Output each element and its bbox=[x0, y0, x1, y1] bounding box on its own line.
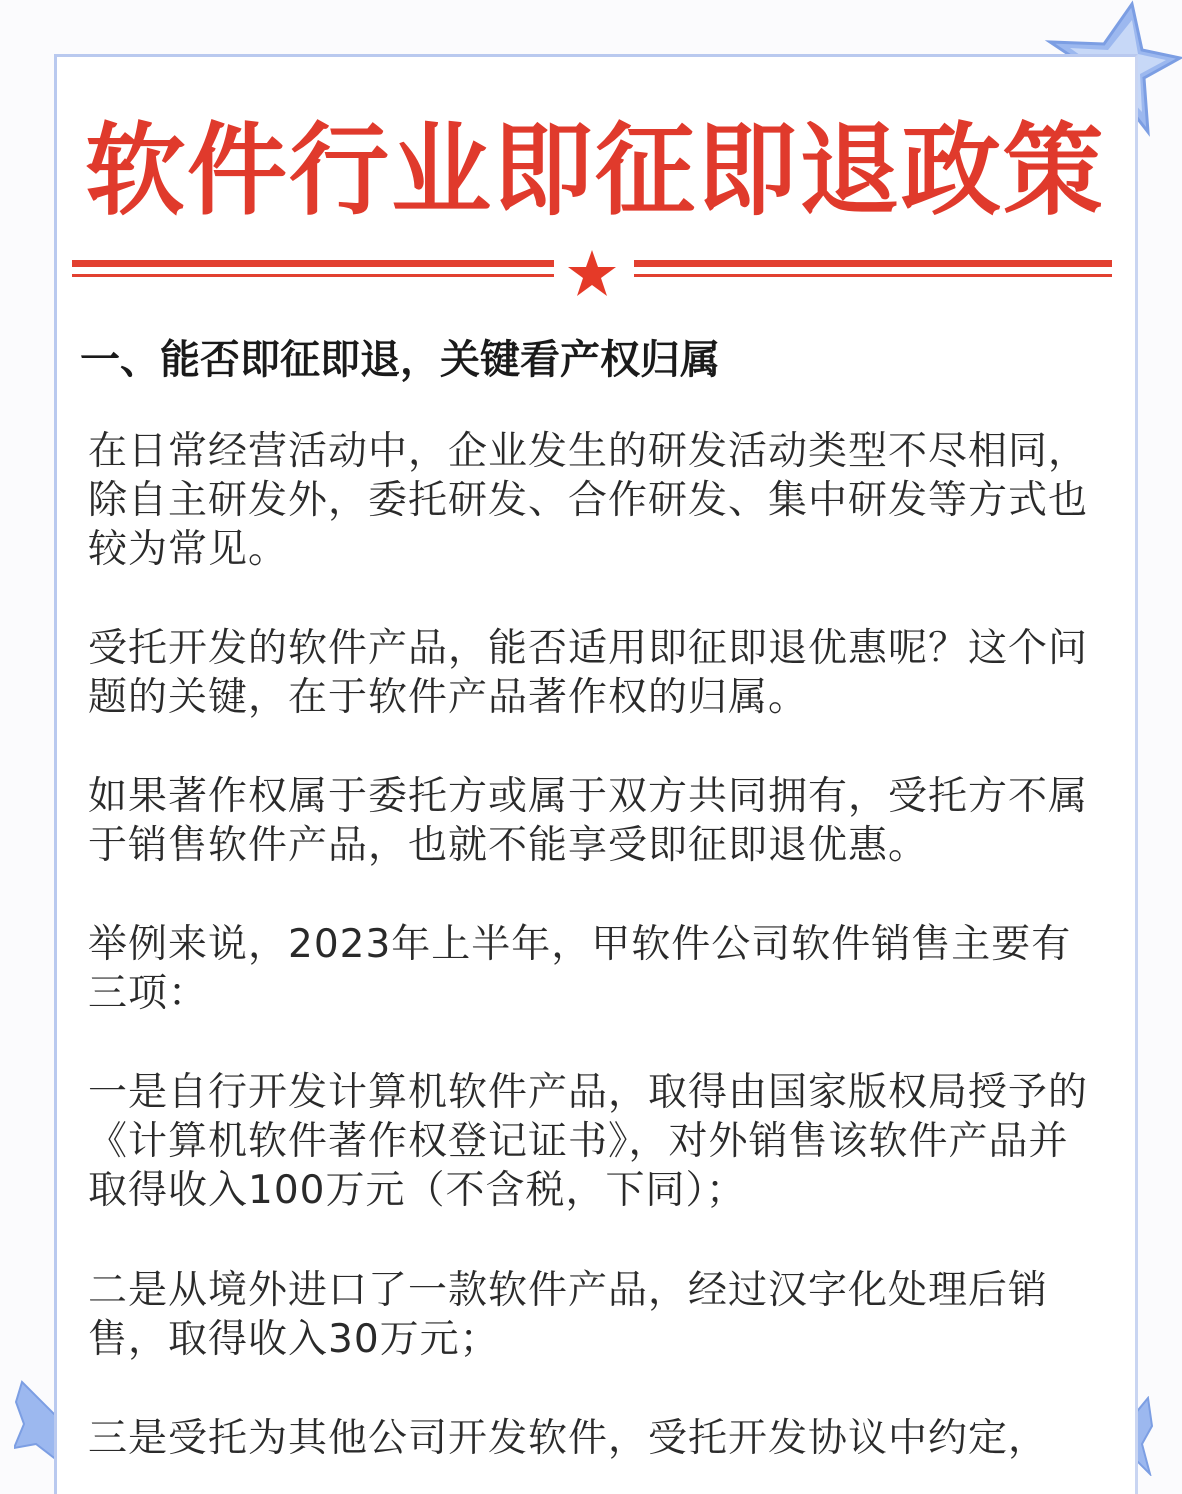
title-divider-right bbox=[634, 258, 1112, 282]
paragraph: 三是受托为其他公司开发软件，受托开发协议中约定， bbox=[88, 1416, 1049, 1461]
paragraph: 在日常经营活动中，企业发生的研发活动类型不尽相同，除自主研发外，委托研发、合作研发、集中研发等方式也较为常见。 bbox=[88, 429, 1089, 572]
page-title: 软件行业即征即退政策 bbox=[85, 111, 1105, 229]
paragraph: 如果著作权属于委托方或属于双方共同拥有，受托方不属于销售软件产品，也就不能享受即征即退优惠。 bbox=[88, 774, 1089, 868]
section-heading: 一、能否即征即退，关键看产权归属 bbox=[80, 337, 720, 383]
title-divider-left bbox=[72, 258, 554, 282]
paragraph: 受托开发的软件产品，能否适用即征即退优惠呢？这个问题的关键，在于软件产品著作权的归属。 bbox=[88, 626, 1089, 720]
paragraph: 一是自行开发计算机软件产品，取得由国家版权局授予的《计算机软件著作权登记证书》，对外销售该软件产品并取得收入100万元（不含税，下同）； bbox=[88, 1070, 1089, 1213]
red-star-icon bbox=[566, 248, 618, 298]
paragraph: 二是从境外进口了一款软件产品，经过汉字化处理后销售，取得收入30万元； bbox=[88, 1268, 1049, 1362]
paragraph: 举例来说，2023年上半年，甲软件公司软件销售主要有三项： bbox=[88, 922, 1072, 1016]
